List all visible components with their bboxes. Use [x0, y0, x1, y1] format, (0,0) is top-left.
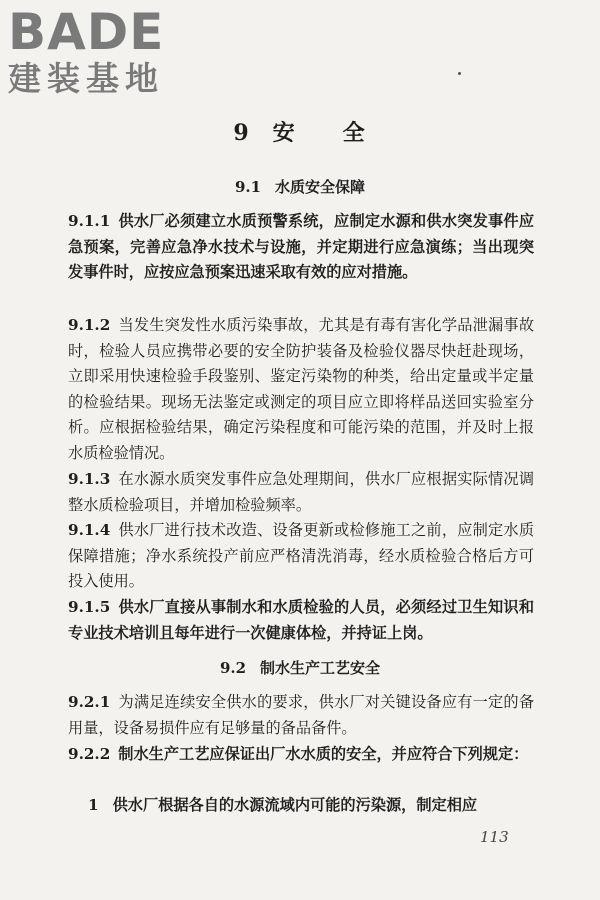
logo-mark: BADE: [8, 3, 165, 61]
clause-number: 9.1.3: [68, 470, 111, 488]
clause-number: 9.2.1: [68, 693, 111, 711]
chapter-title-part-2: 全: [342, 120, 367, 146]
section-number: 9.1: [234, 178, 262, 196]
clause-text: 当发生突发性水质污染事故，尤其是有毒有害化学品泄漏事故时，检验人员应携带必要的安全防护装备及检验仪器尽快赶赴现场，立即采用快速检验手段鉴别、鉴定污染物的种类，给出定量或半定量的检验结果。现场无法鉴定或测定的项目应立即将样品送回实验室分析。应根据检验结果，确定污染程度和可能污染的范围，并及时上报水质检验情况。: [68, 316, 534, 462]
clause-9-1-5: [68, 595, 534, 646]
clause-text: 制水生产工艺应保证出厂水水质的安全，并应符合下列规定：: [118, 745, 529, 763]
clause-text: 供水厂进行技术改造、设备更新或检修施工之前，应制定水质保障措施；净水系统投产前应严格清洗消毒，经水质检验合格后方可投入使用。: [68, 521, 534, 591]
list-item-number: 1: [88, 796, 99, 814]
clause-text: 为满足连续安全供水的要求，供水厂对关键设备应有一定的备用量，设备易损件应有足够量的备品备件。: [68, 693, 534, 737]
chapter-number: 9: [233, 120, 251, 146]
clause-9-2-2: [68, 742, 534, 768]
chapter-heading: [0, 118, 600, 148]
logo-subtitle: 建装基地: [8, 59, 164, 98]
clause-number: 9.2.2: [68, 745, 111, 763]
clause-number: 9.1.2: [68, 316, 111, 334]
list-item-text: 供水厂根据各自的水源流域内可能的污染源，制定相应: [112, 796, 478, 814]
section-title: 制水生产工艺安全: [260, 659, 381, 677]
clause-9-1-3: [68, 467, 534, 518]
clause-number: 9.1.1: [68, 212, 111, 230]
clause-9-1-2: [68, 313, 534, 467]
clause-number: 9.1.4: [68, 521, 111, 539]
clause-number: 9.1.5: [68, 598, 111, 616]
chapter-title-part-1: 安: [272, 120, 297, 146]
list-item-1: [88, 793, 538, 819]
clause-9-2-1: [68, 690, 534, 741]
clause-text: 在水源水质突发事件应急处理期间，供水厂应根据实际情况调整水质检验项目，并增加检验频率。: [68, 470, 534, 514]
bade-logo: [8, 3, 188, 98]
clause-text: 供水厂直接从事制水和水质检验的人员，必须经过卫生知识和专业技术培训且每年进行一次健康体检，并持证上岗。: [68, 598, 534, 642]
section-title: 水质安全保障: [275, 178, 366, 196]
section-heading-9-2: [0, 656, 600, 680]
section-number: 9.2: [219, 659, 247, 677]
page-number: 113: [480, 828, 509, 846]
section-heading-9-1: [0, 175, 600, 199]
clause-9-1-1: [68, 209, 534, 286]
clause-9-1-4: [68, 518, 534, 595]
clause-text: 供水厂必须建立水质预警系统，应制定水源和供水突发事件应急预案，完善应急净水技术与设施，并定期进行应急演练；当出现突发事件时，应按应急预案迅速采取有效的应对措施。: [68, 212, 534, 282]
scan-speck: [458, 72, 461, 75]
